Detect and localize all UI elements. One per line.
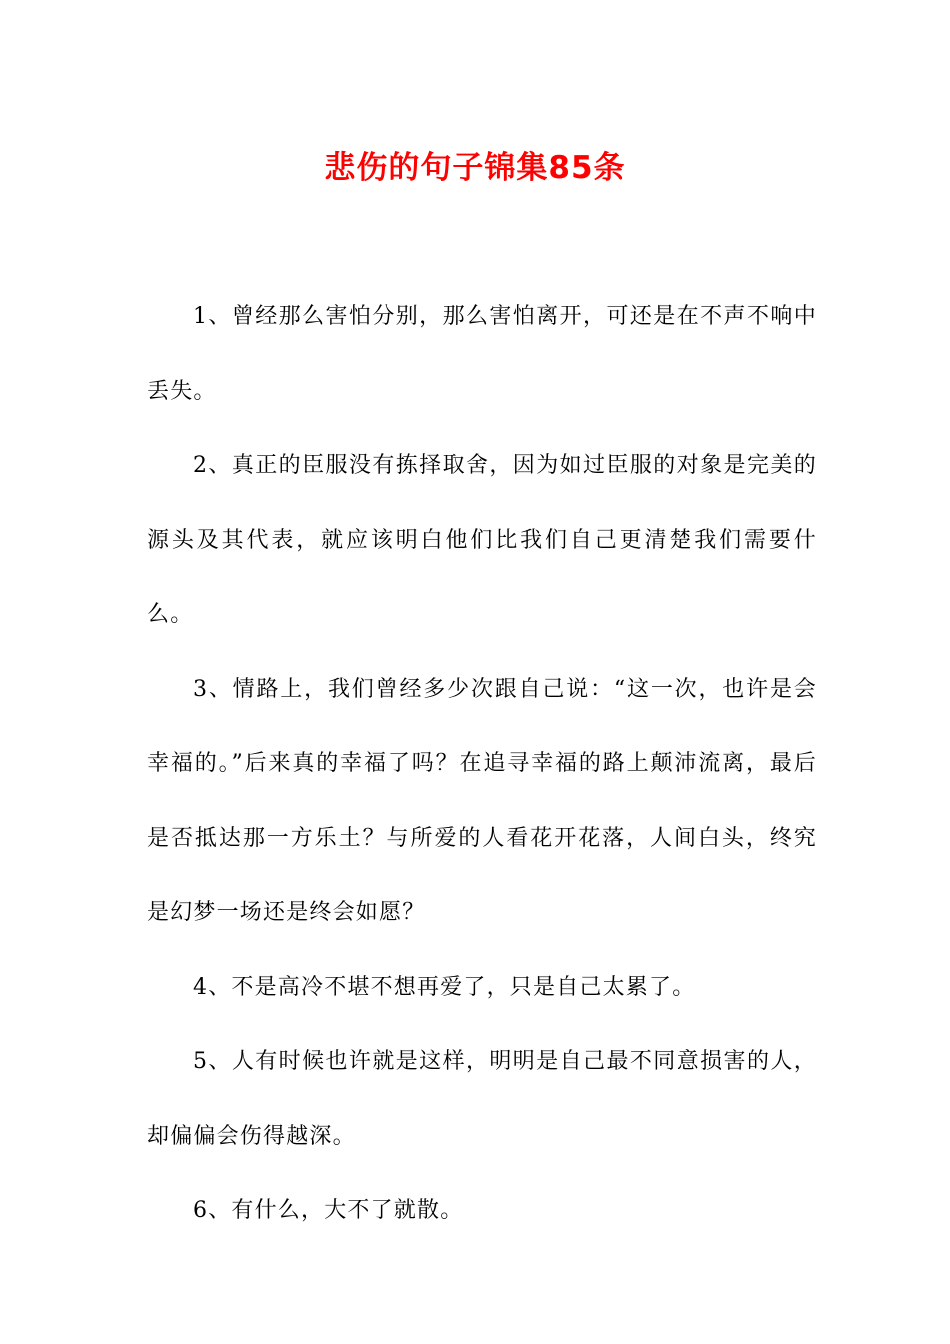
document-body	[147, 280, 817, 1249]
paragraph-2: 2、真正的臣服没有拣择取舍，因为如过臣服的对象是完美的源头及其代表，就应该明白他们比我们自己更清楚我们需要什么。	[147, 453, 817, 627]
paragraph-3: 3、情路上，我们曾经多少次跟自己说：“这一次，也许是会幸福的。”后来真的幸福了吗？在追寻幸福的路上颠沛流离，最后是否抵达那一方乐土？与所爱的人看花开花落，人间白头，终究是幻梦一场还是终会如愿？	[147, 676, 817, 925]
document-title: 悲伤的句子锦集85条	[324, 150, 626, 186]
paragraph-4: 4、不是高冷不堪不想再爱了，只是自己太累了。	[193, 974, 696, 1000]
paragraph-1: 1、曾经那么害怕分别，那么害怕离开，可还是在不声不响中丢失。	[147, 304, 817, 404]
paragraph-5: 5、人有时候也许就是这样，明明是自己最不同意损害的人，却偏偏会伤得越深。	[147, 1049, 817, 1149]
paragraph-6: 6、有什么，大不了就散。	[193, 1198, 464, 1223]
